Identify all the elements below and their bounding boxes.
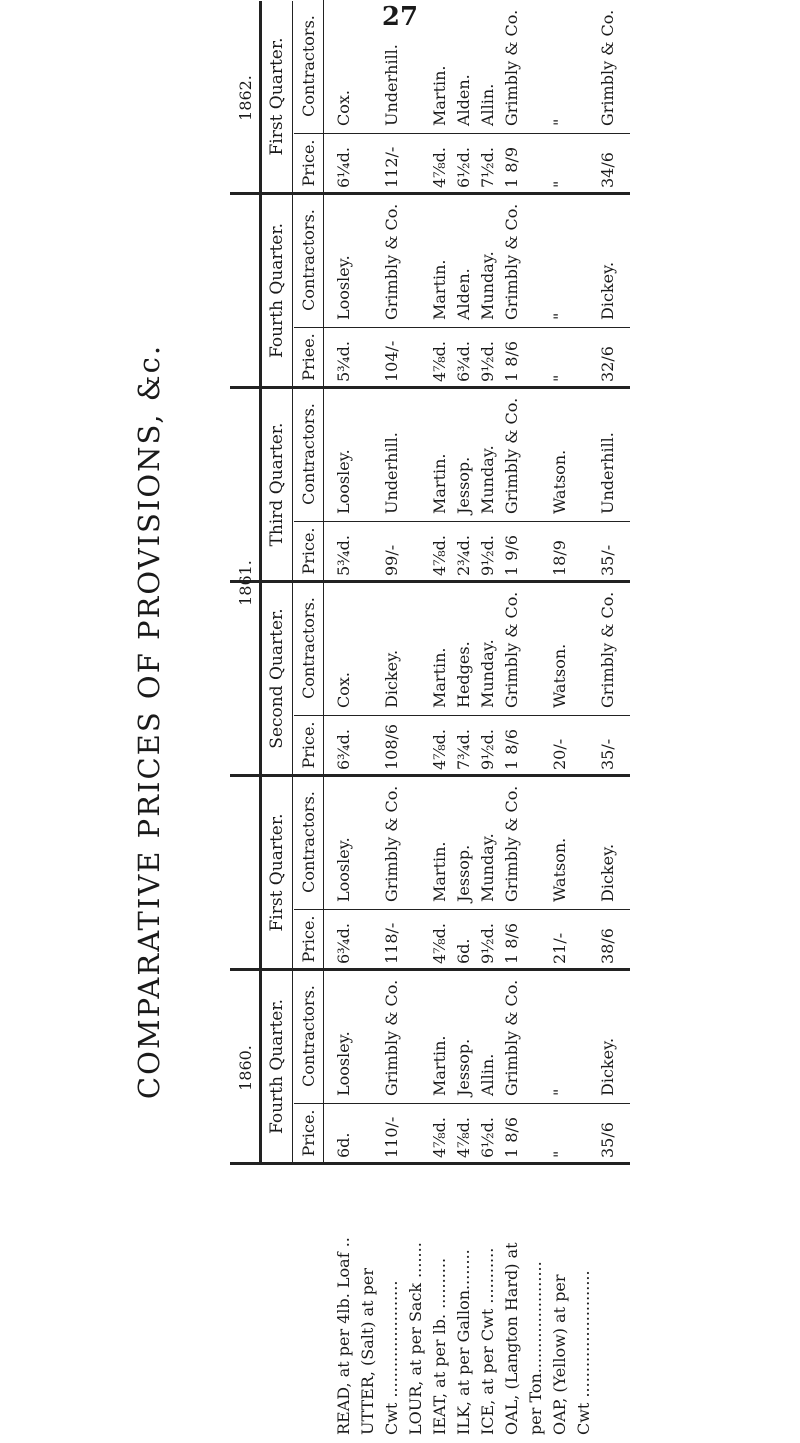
price-table: [230, 0, 630, 1443]
price-cell: 35/-: [598, 738, 617, 770]
contractor-cell: Alden.: [454, 74, 473, 126]
contractor-cell: Munday.: [478, 445, 497, 514]
item-label: ILK, at per Gallon........: [454, 1249, 473, 1435]
contractors-header: Contractors.: [294, 0, 324, 134]
price-cell: 9½d.: [478, 340, 497, 382]
quarter-column: [230, 971, 630, 1165]
contractor-cell: ": [550, 118, 569, 126]
item-label: IEAT, at per lb. ..........: [430, 1257, 449, 1435]
price-cell: 4⅞d.: [430, 340, 449, 382]
quarter-column: [230, 389, 630, 583]
item-label: LOUR, at per Sack .......: [406, 1242, 425, 1435]
contractor-cell: Grimbly & Co.: [382, 785, 401, 902]
price-cell: 5¾d.: [334, 534, 353, 576]
price-cell: 4⅞d.: [430, 534, 449, 576]
year-heading: 1861.: [230, 195, 262, 971]
contractors-header: Contractors.: [294, 968, 324, 1104]
items-column: [230, 1165, 630, 1443]
price-cell: 112/-: [382, 146, 401, 188]
contractors-header: Contractors.: [294, 386, 324, 522]
contractor-cell: Martin.: [430, 453, 449, 514]
contractor-cell: Grimbly & Co.: [502, 979, 521, 1096]
price-cell: 6½d.: [478, 1116, 497, 1158]
contractor-cell: Grimbly & Co.: [502, 397, 521, 514]
price-header: Price.: [294, 134, 324, 192]
quarter-heading: Second Quarter.: [262, 583, 293, 774]
price-cell: 108/6: [382, 723, 401, 770]
contractor-cell: Dickey.: [598, 1037, 617, 1096]
price-cell: 4⅞d.: [430, 146, 449, 188]
price-cell: 32/6: [598, 346, 617, 382]
price-cell: 1 8/6: [502, 340, 521, 382]
contractor-cell: Martin.: [430, 841, 449, 902]
contractor-cell: Cox.: [334, 672, 353, 708]
price-cell: 110/-: [382, 1116, 401, 1158]
price-header: Price.: [294, 910, 324, 968]
price-cell: 35/6: [598, 1122, 617, 1158]
price-cell: 104/-: [382, 340, 401, 382]
contractor-cell: Munday.: [478, 639, 497, 708]
item-label: per Ton......................: [526, 1261, 545, 1435]
contractors-header: Contractors.: [294, 192, 324, 328]
price-cell: 34/6: [598, 152, 617, 188]
price-cell: 6¾d.: [454, 340, 473, 382]
item-label: OAP, (Yellow) at per: [550, 1274, 569, 1435]
price-cell: 21/-: [550, 932, 569, 964]
contractor-cell: Martin.: [430, 1035, 449, 1096]
quarter-heading: Fourth Quarter.: [262, 195, 293, 386]
price-cell: 4⅞d.: [430, 1116, 449, 1158]
quarter-column: [230, 583, 630, 777]
price-cell: 1 9/6: [502, 534, 521, 576]
contractor-cell: Jessop.: [454, 456, 473, 514]
price-cell: ": [550, 374, 569, 382]
price-header: Priee.: [294, 328, 324, 386]
price-cell: 4⅞d.: [430, 922, 449, 964]
price-cell: 1 8/6: [502, 728, 521, 770]
contractor-cell: Alden.: [454, 268, 473, 320]
item-label: Cwt .........................: [574, 1270, 593, 1435]
contractor-cell: Dickey.: [598, 843, 617, 902]
price-cell: 1 8/6: [502, 922, 521, 964]
contractor-cell: Underhill.: [382, 432, 401, 514]
item-label: READ, at per 4lb. Loaf ..: [334, 1237, 353, 1435]
price-cell: ": [550, 1150, 569, 1158]
contractor-cell: Underhill.: [382, 44, 401, 126]
contractors-header: Contractors.: [294, 580, 324, 716]
price-cell: 6¾d.: [334, 728, 353, 770]
column-divider: [294, 715, 630, 716]
item-label: UTTER, (Salt) at per: [358, 1267, 377, 1435]
price-cell: 99/-: [382, 544, 401, 576]
price-cell: 9½d.: [478, 728, 497, 770]
quarter-heading: First Quarter.: [262, 1, 293, 192]
contractor-cell: Grimbly & Co.: [382, 203, 401, 320]
page-number: 27: [381, 2, 419, 32]
contractor-cell: Martin.: [430, 259, 449, 320]
price-header: Price.: [294, 522, 324, 580]
price-cell: 118/-: [382, 922, 401, 964]
contractor-cell: Grimbly & Co.: [502, 785, 521, 902]
column-divider: [294, 133, 630, 134]
price-cell: 4⅞d.: [430, 728, 449, 770]
contractor-cell: Hedges.: [454, 641, 473, 708]
price-cell: 20/-: [550, 738, 569, 770]
quarter-column: [230, 777, 630, 971]
contractor-cell: Loosley.: [334, 255, 353, 320]
column-divider: [294, 1103, 630, 1104]
contractor-cell: Grimbly & Co.: [598, 9, 617, 126]
year-heading: 1860.: [230, 971, 262, 1165]
contractor-cell: Loosley.: [334, 449, 353, 514]
price-cell: 7¾d.: [454, 728, 473, 770]
price-cell: 18/9: [550, 540, 569, 576]
price-cell: 6¼d.: [334, 146, 353, 188]
column-divider: [294, 327, 630, 328]
contractor-cell: Munday.: [478, 251, 497, 320]
quarter-column: [230, 195, 630, 389]
contractor-cell: ": [550, 1088, 569, 1096]
contractor-cell: Grimbly & Co.: [502, 591, 521, 708]
year-heading: 1862.: [230, 1, 262, 195]
column-divider: [294, 521, 630, 522]
price-header: Price.: [294, 1104, 324, 1162]
contractor-cell: Grimbly & Co.: [502, 9, 521, 126]
price-cell: 7½d.: [478, 146, 497, 188]
contractor-cell: Underhill.: [598, 432, 617, 514]
price-cell: 6½d.: [454, 146, 473, 188]
price-cell: 4⅞d.: [454, 1116, 473, 1158]
contractor-cell: Cox.: [334, 90, 353, 126]
price-cell: 6d.: [454, 938, 473, 964]
contractor-cell: Martin.: [430, 647, 449, 708]
item-label: OAL, (Langton Hard) at: [502, 1242, 521, 1435]
contractor-cell: Dickey.: [382, 649, 401, 708]
price-cell: 1 8/9: [502, 146, 521, 188]
contractor-cell: Loosley.: [334, 837, 353, 902]
price-cell: 6d.: [334, 1132, 353, 1158]
contractor-cell: Allin.: [478, 1053, 497, 1096]
price-cell: 35/-: [598, 544, 617, 576]
price-cell: 9½d.: [478, 922, 497, 964]
price-cell: 2¾d.: [454, 534, 473, 576]
price-header: Price.: [294, 716, 324, 774]
column-divider: [294, 909, 630, 910]
price-cell: 6¾d.: [334, 922, 353, 964]
contractor-cell: Watson.: [550, 449, 569, 514]
quarter-heading: Third Quarter.: [262, 389, 293, 580]
price-cell: 1 8/6: [502, 1116, 521, 1158]
contractor-cell: Jessop.: [454, 844, 473, 902]
price-cell: 9½d.: [478, 534, 497, 576]
contractor-cell: Allin.: [478, 83, 497, 126]
contractor-cell: Munday.: [478, 833, 497, 902]
contractors-header: Contractors.: [294, 774, 324, 910]
quarter-heading: First Quarter.: [262, 777, 293, 968]
price-cell: 38/6: [598, 928, 617, 964]
item-label: Cwt .......................: [382, 1280, 401, 1435]
contractor-cell: Grimbly & Co.: [382, 979, 401, 1096]
contractor-cell: Jessop.: [454, 1038, 473, 1096]
contractor-cell: Martin.: [430, 65, 449, 126]
contractor-cell: Grimbly & Co.: [502, 203, 521, 320]
item-label: ICE, at per Cwt ...........: [478, 1247, 497, 1435]
quarter-heading: Fourth Quarter.: [262, 971, 293, 1162]
price-cell: ": [550, 180, 569, 188]
contractor-cell: ": [550, 312, 569, 320]
contractor-cell: Dickey.: [598, 261, 617, 320]
quarter-column: [230, 1, 630, 195]
contractor-cell: Loosley.: [334, 1031, 353, 1096]
price-cell: 5¾d.: [334, 340, 353, 382]
contractor-cell: Watson.: [550, 643, 569, 708]
contractor-cell: Grimbly & Co.: [598, 591, 617, 708]
contractor-cell: Watson.: [550, 837, 569, 902]
page-title: COMPARATIVE PRICES OF PROVISIONS, &c.: [132, 343, 166, 1100]
